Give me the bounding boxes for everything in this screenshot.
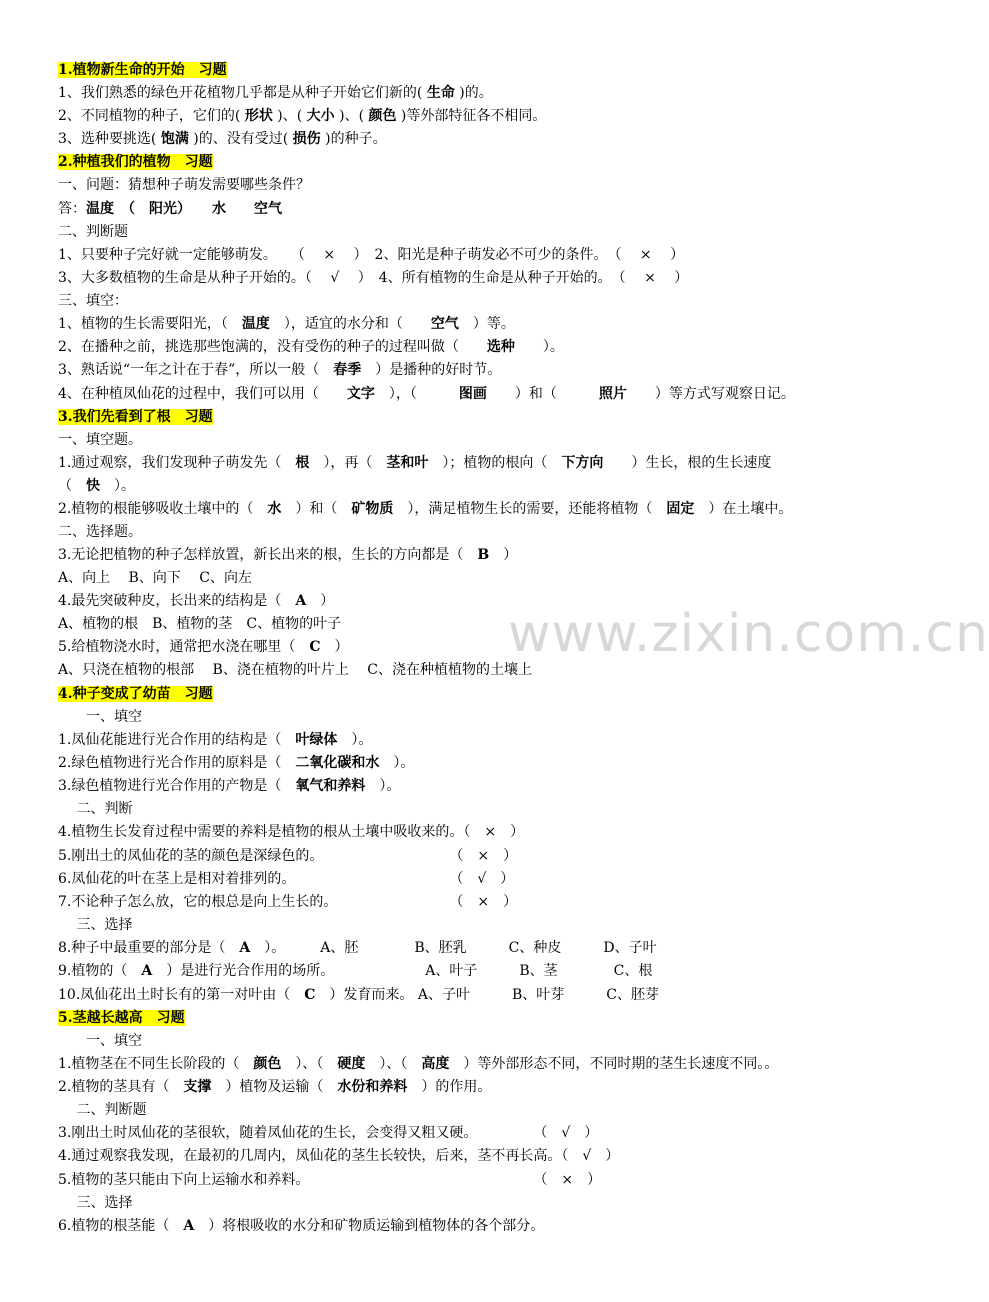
text-line xyxy=(58,1170,601,1190)
answer-text: 文字 xyxy=(346,386,375,402)
answer-text: 下方向 xyxy=(561,455,604,471)
line-text: )、( xyxy=(272,108,307,124)
text-line xyxy=(58,1054,778,1074)
line-text: ）。 A、胚 B、胚乳 C、种皮 D、子叶 xyxy=(250,940,657,956)
text-line xyxy=(58,753,414,773)
line-text: 二、判断题 xyxy=(58,224,128,240)
text-line xyxy=(58,822,524,842)
section-heading: 4.种子变成了幼苗 习题 xyxy=(58,686,213,702)
answer-text: 水 xyxy=(267,501,282,517)
text-line xyxy=(58,222,128,242)
answer-text: 空气 xyxy=(430,316,459,332)
section-heading: 5.茎越长越高 习题 xyxy=(58,1010,185,1026)
line-text: 1、我们熟悉的绿色开花植物几乎都是从种子开始它们新的( xyxy=(58,85,427,101)
section-heading: 3.我们先看到了根 习题 xyxy=(58,409,213,425)
answer-text: 硬度 xyxy=(337,1056,366,1072)
line-text: )、( xyxy=(334,108,369,124)
text-line xyxy=(58,869,514,889)
text-line xyxy=(58,106,546,126)
text-line xyxy=(58,1008,185,1028)
line-text: 1.通过观察，我们发现种子萌发先（ xyxy=(58,455,296,471)
line-text: 4.通过观察我发现，在最初的几周内，凤仙花的茎生长较快，后来，茎不再长高。（ √ ） xyxy=(58,1148,620,1164)
section-heading: 1.植物新生命的开始 习题 xyxy=(58,62,227,78)
line-text: 一、填空 xyxy=(58,1033,142,1049)
line-text: 3.无论把植物的种子怎样放置，新长出来的根，生长的方向都是（ xyxy=(58,547,478,563)
answer-text: 生命 xyxy=(426,85,455,101)
answer-text: 水份和养料 xyxy=(337,1079,408,1095)
text-line xyxy=(58,938,657,958)
line-text: 2.植物的茎具有（ xyxy=(58,1079,184,1095)
answer-text: 损伤 xyxy=(292,131,321,147)
line-text: 8.种子中最重要的部分是（ xyxy=(58,940,240,956)
answer-text: 矿物质 xyxy=(351,501,394,517)
text-line xyxy=(58,985,659,1005)
text-line xyxy=(58,915,132,935)
line-text: 1、植物的生长需要阳光，（ xyxy=(58,316,242,332)
answer-text: 颜色 xyxy=(253,1056,282,1072)
line-text: ），满足植物生长的需要，还能将植物（ xyxy=(393,501,667,517)
line-text: 1.凤仙花能进行光合作用的结构是（ xyxy=(58,732,296,748)
text-line xyxy=(58,846,517,866)
line-text: ）等。 xyxy=(458,316,515,332)
text-line xyxy=(58,684,213,704)
line-text: 3、选种要挑选( xyxy=(58,131,161,147)
line-text: ） xyxy=(306,593,335,609)
line-text: )的种子。 xyxy=(320,131,387,147)
line-text: 三、选择 xyxy=(58,917,133,933)
line-text: ）。 xyxy=(514,339,564,355)
text-line xyxy=(58,660,532,680)
text-line xyxy=(58,1123,598,1143)
line-text: ） xyxy=(489,547,518,563)
watermark: www.zixin.com.cn xyxy=(508,604,989,664)
line-text: ）和（ xyxy=(486,386,599,402)
answer-text: 照片 xyxy=(598,386,627,402)
text-line xyxy=(58,522,142,542)
answer-text: 叶绿体 xyxy=(295,732,338,748)
line-text: （ xyxy=(58,478,86,494)
line-text: ）和（ xyxy=(281,501,352,517)
line-text: 2.植物的根能够吸收土壤中的（ xyxy=(58,501,268,517)
answer-text: 颜色 xyxy=(368,108,397,124)
line-text: ）；植物的根向（ xyxy=(428,455,562,471)
text-line xyxy=(58,614,341,634)
answer-text: 快 xyxy=(86,478,100,494)
answer-text: 温度 xyxy=(241,316,270,332)
line-text: 答： xyxy=(58,201,86,217)
answer-text: 饱满 xyxy=(160,131,189,147)
line-text: 5.刚出土的凤仙花的茎的颜色是深绿色的。 （ × ） xyxy=(58,848,518,864)
line-text: ）。 xyxy=(100,478,135,494)
text-line xyxy=(58,453,771,473)
line-text: 6.凤仙花的叶在茎上是相对着排列的。 （ √ ） xyxy=(58,871,515,887)
line-text: ）生长，根的生长速度 xyxy=(603,455,772,471)
line-text: 1.植物茎在不同生长阶段的（ xyxy=(58,1056,254,1072)
text-line xyxy=(58,291,128,311)
line-text: ）。 xyxy=(379,755,415,771)
text-line xyxy=(58,199,282,219)
answer-text: 支撑 xyxy=(183,1079,212,1095)
text-line xyxy=(58,360,501,380)
line-text: ）等外部形态不同，不同时期的茎生长速度不同。。 xyxy=(449,1056,779,1072)
text-line xyxy=(58,268,688,288)
text-line xyxy=(58,129,387,149)
answer-text: A xyxy=(239,940,251,956)
answer-text: 春季 xyxy=(333,362,362,378)
answer-text: 二氧化碳和水 xyxy=(295,755,380,771)
line-text: ）。 xyxy=(365,778,401,794)
line-text: 5.给植物浇水时，通常把水浇在哪里（ xyxy=(58,639,310,655)
line-text: 4、在种植凤仙花的过程中，我们可以用（ xyxy=(58,386,347,402)
answer-text: A xyxy=(183,1218,195,1234)
answer-text: 氧气和养料 xyxy=(295,778,366,794)
line-text: ）的作用。 xyxy=(407,1079,492,1095)
line-text: ）是进行光合作用的场所。 A、叶子 B、茎 C、根 xyxy=(152,963,653,979)
line-text: ）在土壤中。 xyxy=(694,501,793,517)
line-text: 5.植物的茎只能由下向上运输水和养料。 （ × ） xyxy=(58,1172,602,1188)
text-line xyxy=(58,730,372,750)
line-text: 2、在播种之前，挑选那些饱满的，没有受伤的种子的过程叫做（ xyxy=(58,339,487,355)
line-text: 一、填空 xyxy=(58,709,142,725)
line-text: A、植物的根 B、植物的茎 C、植物的叶子 xyxy=(58,616,342,632)
line-text: 3.刚出土时凤仙花的茎很软，随着凤仙花的生长，会变得又粗又硬。 （ √ ） xyxy=(58,1125,599,1141)
line-text: ）发育而来。 A、子叶 B、叶芽 C、胚芽 xyxy=(315,987,659,1003)
text-line xyxy=(58,1193,132,1213)
text-line xyxy=(58,1077,491,1097)
answer-text: 图画 xyxy=(458,386,487,402)
line-text: 3.绿色植物进行光合作用的产物是（ xyxy=(58,778,296,794)
answer-text: C xyxy=(309,639,321,655)
answer-text: 茎和叶 xyxy=(386,455,429,471)
line-text: ）等方式写观察日记。 xyxy=(626,386,795,402)
text-line xyxy=(58,430,142,450)
text-line xyxy=(58,407,213,427)
text-line xyxy=(58,776,400,796)
line-text: 6.植物的根茎能（ xyxy=(58,1218,184,1234)
text-line xyxy=(58,1031,142,1051)
line-text: 2.绿色植物进行光合作用的原料是（ xyxy=(58,755,296,771)
line-text: 4.最先突破种皮，长出来的结构是（ xyxy=(58,593,296,609)
answer-text: C xyxy=(304,987,316,1003)
answer-text: 根 xyxy=(295,455,310,471)
line-text: ）是播种的好时节。 xyxy=(361,362,502,378)
text-line xyxy=(58,337,564,357)
answer-text: B xyxy=(477,547,490,563)
text-line xyxy=(58,476,135,496)
text-line xyxy=(58,961,652,981)
line-text: 3、熟话说“一年之计在于春”，所以一般（ xyxy=(58,362,334,378)
line-text: 一、填空题。 xyxy=(58,432,142,448)
text-line xyxy=(58,568,252,588)
text-line xyxy=(58,707,142,727)
text-line xyxy=(58,799,132,819)
line-text: ）、（ xyxy=(281,1056,338,1072)
answer-text: 形状 xyxy=(244,108,273,124)
text-line xyxy=(58,1146,619,1166)
line-text: )的。 xyxy=(454,85,493,101)
answer-text: 固定 xyxy=(666,501,695,517)
text-line xyxy=(58,591,334,611)
line-text: 二、判断 xyxy=(58,801,133,817)
text-line xyxy=(58,175,310,195)
line-text: 三、填空： xyxy=(58,293,128,309)
answer-text: 选种 xyxy=(486,339,515,355)
answer-text: 温度 （ 阳光） 水 空气 xyxy=(86,201,282,217)
line-text: 二、判断题 xyxy=(58,1102,147,1118)
text-line xyxy=(58,314,515,334)
line-text: 4.植物生长发育过程中需要的养料是植物的根从土壤中吸收来的。（ × ） xyxy=(58,824,525,840)
text-line xyxy=(58,384,795,404)
line-text: 二、选择题。 xyxy=(58,524,142,540)
line-text: ） xyxy=(320,639,349,655)
text-line xyxy=(58,499,792,519)
answer-text: A xyxy=(141,963,153,979)
line-text: 10.凤仙花出土时长有的第一对叶由（ xyxy=(58,987,305,1003)
line-text: 一、问题：猜想种子萌发需要哪些条件？ xyxy=(58,177,310,193)
line-text: ），（ xyxy=(374,386,459,402)
text-line xyxy=(58,545,517,565)
line-text: 1、只要种子完好就一定能够萌发。 （ × ） 2、阳光是种子萌发必不可少的条件。 （ × ） xyxy=(58,247,685,263)
line-text: 3、大多数植物的生命是从种子开始的。（ √ ） 4、所有植物的生命是从种子开始的。 （ × ） xyxy=(58,270,689,286)
line-text: ）植物及运输（ xyxy=(211,1079,338,1095)
line-text: ）。 xyxy=(337,732,373,748)
text-line xyxy=(58,152,213,172)
text-line xyxy=(58,83,493,103)
section-heading: 2.种植我们的植物 习题 xyxy=(58,154,213,170)
line-text: )的、没有受过( xyxy=(188,131,293,147)
line-text: 7.不论种子怎么放，它的根总是向上生长的。 （ × ） xyxy=(58,894,518,910)
text-line xyxy=(58,60,227,80)
line-text: 2、不同植物的种子，它们的( xyxy=(58,108,245,124)
line-text: A、向上 B、向下 C、向左 xyxy=(58,570,253,586)
line-text: A、只浇在植物的根部 B、浇在植物的叶片上 C、浇在种植植物的土壤上 xyxy=(58,662,533,678)
line-text: 9.植物的（ xyxy=(58,963,142,979)
answer-text: A xyxy=(295,593,307,609)
line-text: ）、（ xyxy=(365,1056,422,1072)
line-text: ），适宜的水分和（ xyxy=(269,316,431,332)
line-text: 三、选择 xyxy=(58,1195,133,1211)
line-text: )等外部特征各不相同。 xyxy=(396,108,547,124)
text-line xyxy=(58,892,517,912)
line-text: ），再（ xyxy=(309,455,387,471)
text-line xyxy=(58,637,349,657)
line-text: ）将根吸收的水分和矿物质运输到植物体的各个部分。 xyxy=(194,1218,545,1234)
answer-text: 大小 xyxy=(306,108,335,124)
text-line xyxy=(58,1100,146,1120)
text-line xyxy=(58,245,684,265)
text-line xyxy=(58,1216,544,1236)
answer-text: 高度 xyxy=(421,1056,450,1072)
